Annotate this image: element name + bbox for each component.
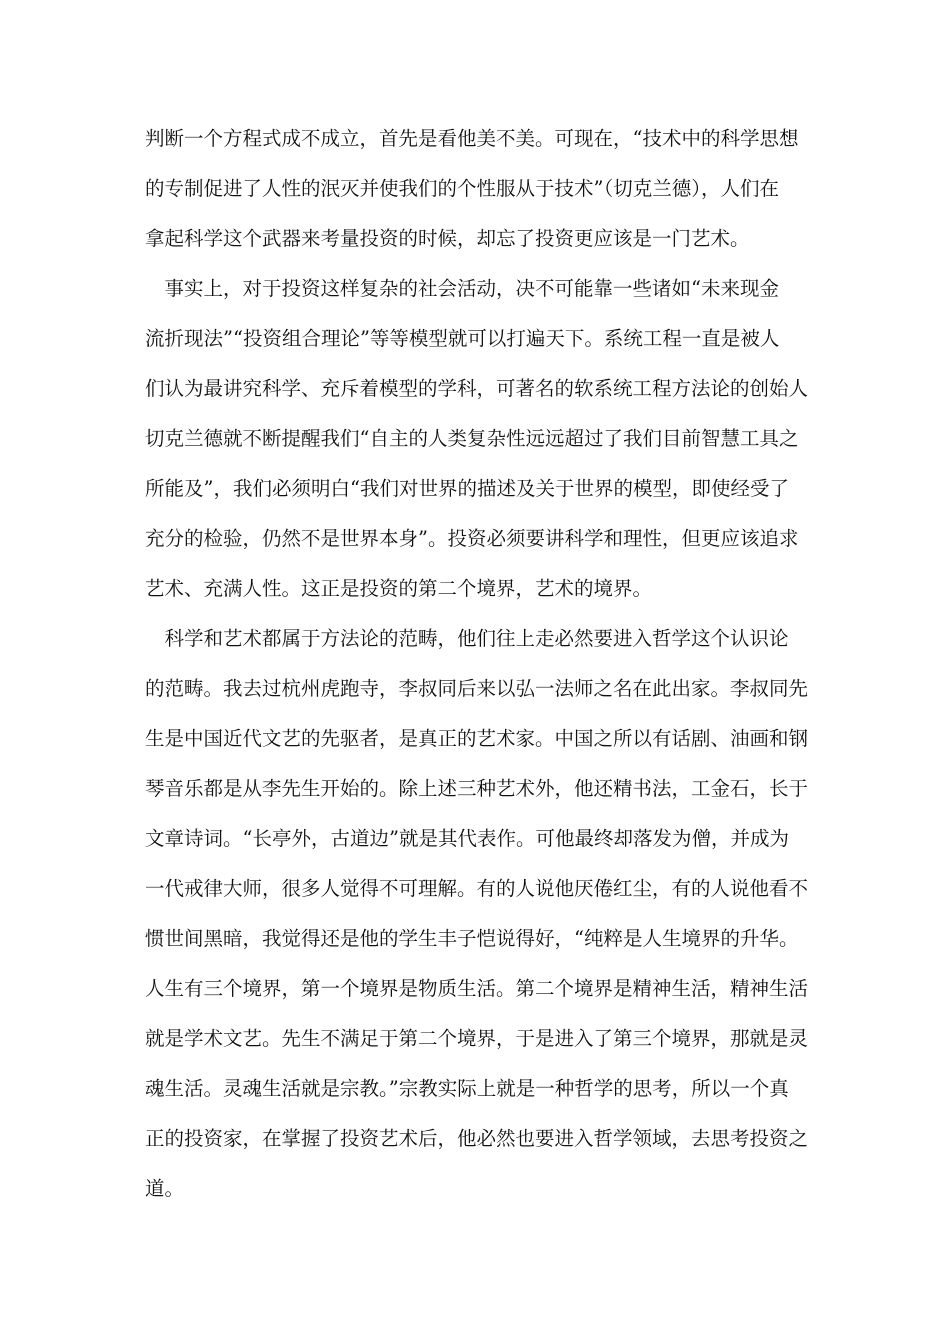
text-line: 文章诗词。“长亭外，古道边”就是其代表作。可他最终却落发为僧，并成为 <box>145 827 789 850</box>
text-line: 所能及”，我们必须明白“我们对世界的描述及关于世界的模型，即使经受了 <box>145 477 789 500</box>
text-line: 充分的检验，仍然不是世界本身”。投资必须要讲科学和理性，但更应该追求 <box>145 527 799 550</box>
text-line: 切克兰德就不断提醒我们“自主的人类复杂性远远超过了我们目前智慧工具之 <box>145 427 799 450</box>
text-line: 们认为最讲究科学、充斥着模型的学科，可著名的软系统工程方法论的创始人 <box>145 377 809 400</box>
text-line: 的范畴。我去过杭州虎跑寺，李叔同后来以弘一法师之名在此出家。李叔同先 <box>145 677 809 700</box>
text-line: 艺术、充满人性。这正是投资的第二个境界，艺术的境界。 <box>145 577 653 600</box>
text-line: 人生有三个境界，第一个境界是物质生活。第二个境界是精神生活，精神生活 <box>145 977 809 1000</box>
text-line: 生是中国近代文艺的先驱者，是真正的艺术家。中国之所以有话剧、油画和钢 <box>145 727 809 750</box>
text-line: 流折现法”“投资组合理论”等等模型就可以打遍天下。系统工程一直是被人 <box>145 327 780 350</box>
text-line: 判断一个方程式成不成立，首先是看他美不美。可现在，“技术中的科学思想 <box>145 127 799 150</box>
text-line: 魂生活。灵魂生活就是宗教。”宗教实际上就是一种哲学的思考，所以一个真 <box>145 1077 789 1100</box>
text-line: 拿起科学这个武器来考量投资的时候，却忘了投资更应该是一门艺术。 <box>145 227 750 250</box>
text-line: 一代戒律大师，很多人觉得不可理解。有的人说他厌倦红尘，有的人说他看不 <box>145 877 809 900</box>
text-line: 的专制促进了人性的泯灭并使我们的个性服从于技术”（切克兰德），人们在 <box>145 177 779 200</box>
text-line: 琴音乐都是从李先生开始的。除上述三种艺术外，他还精书法，工金石，长于 <box>145 777 809 800</box>
text-line: 惯世间黑暗，我觉得还是他的学生丰子恺说得好，“纯粹是人生境界的升华。 <box>145 927 799 950</box>
text-line: 科学和艺术都属于方法论的范畴，他们往上走必然要进入哲学这个认识论 <box>145 627 789 650</box>
text-line: 正的投资家，在掌握了投资艺术后，他必然也要进入哲学领域，去思考投资之 <box>145 1127 809 1150</box>
text-line: 事实上，对于投资这样复杂的社会活动，决不可能靠一些诸如“未来现金 <box>145 277 779 300</box>
text-line: 道。 <box>145 1177 185 1200</box>
text-line: 就是学术文艺。先生不满足于第二个境界，于是进入了第三个境界，那就是灵 <box>145 1027 809 1050</box>
